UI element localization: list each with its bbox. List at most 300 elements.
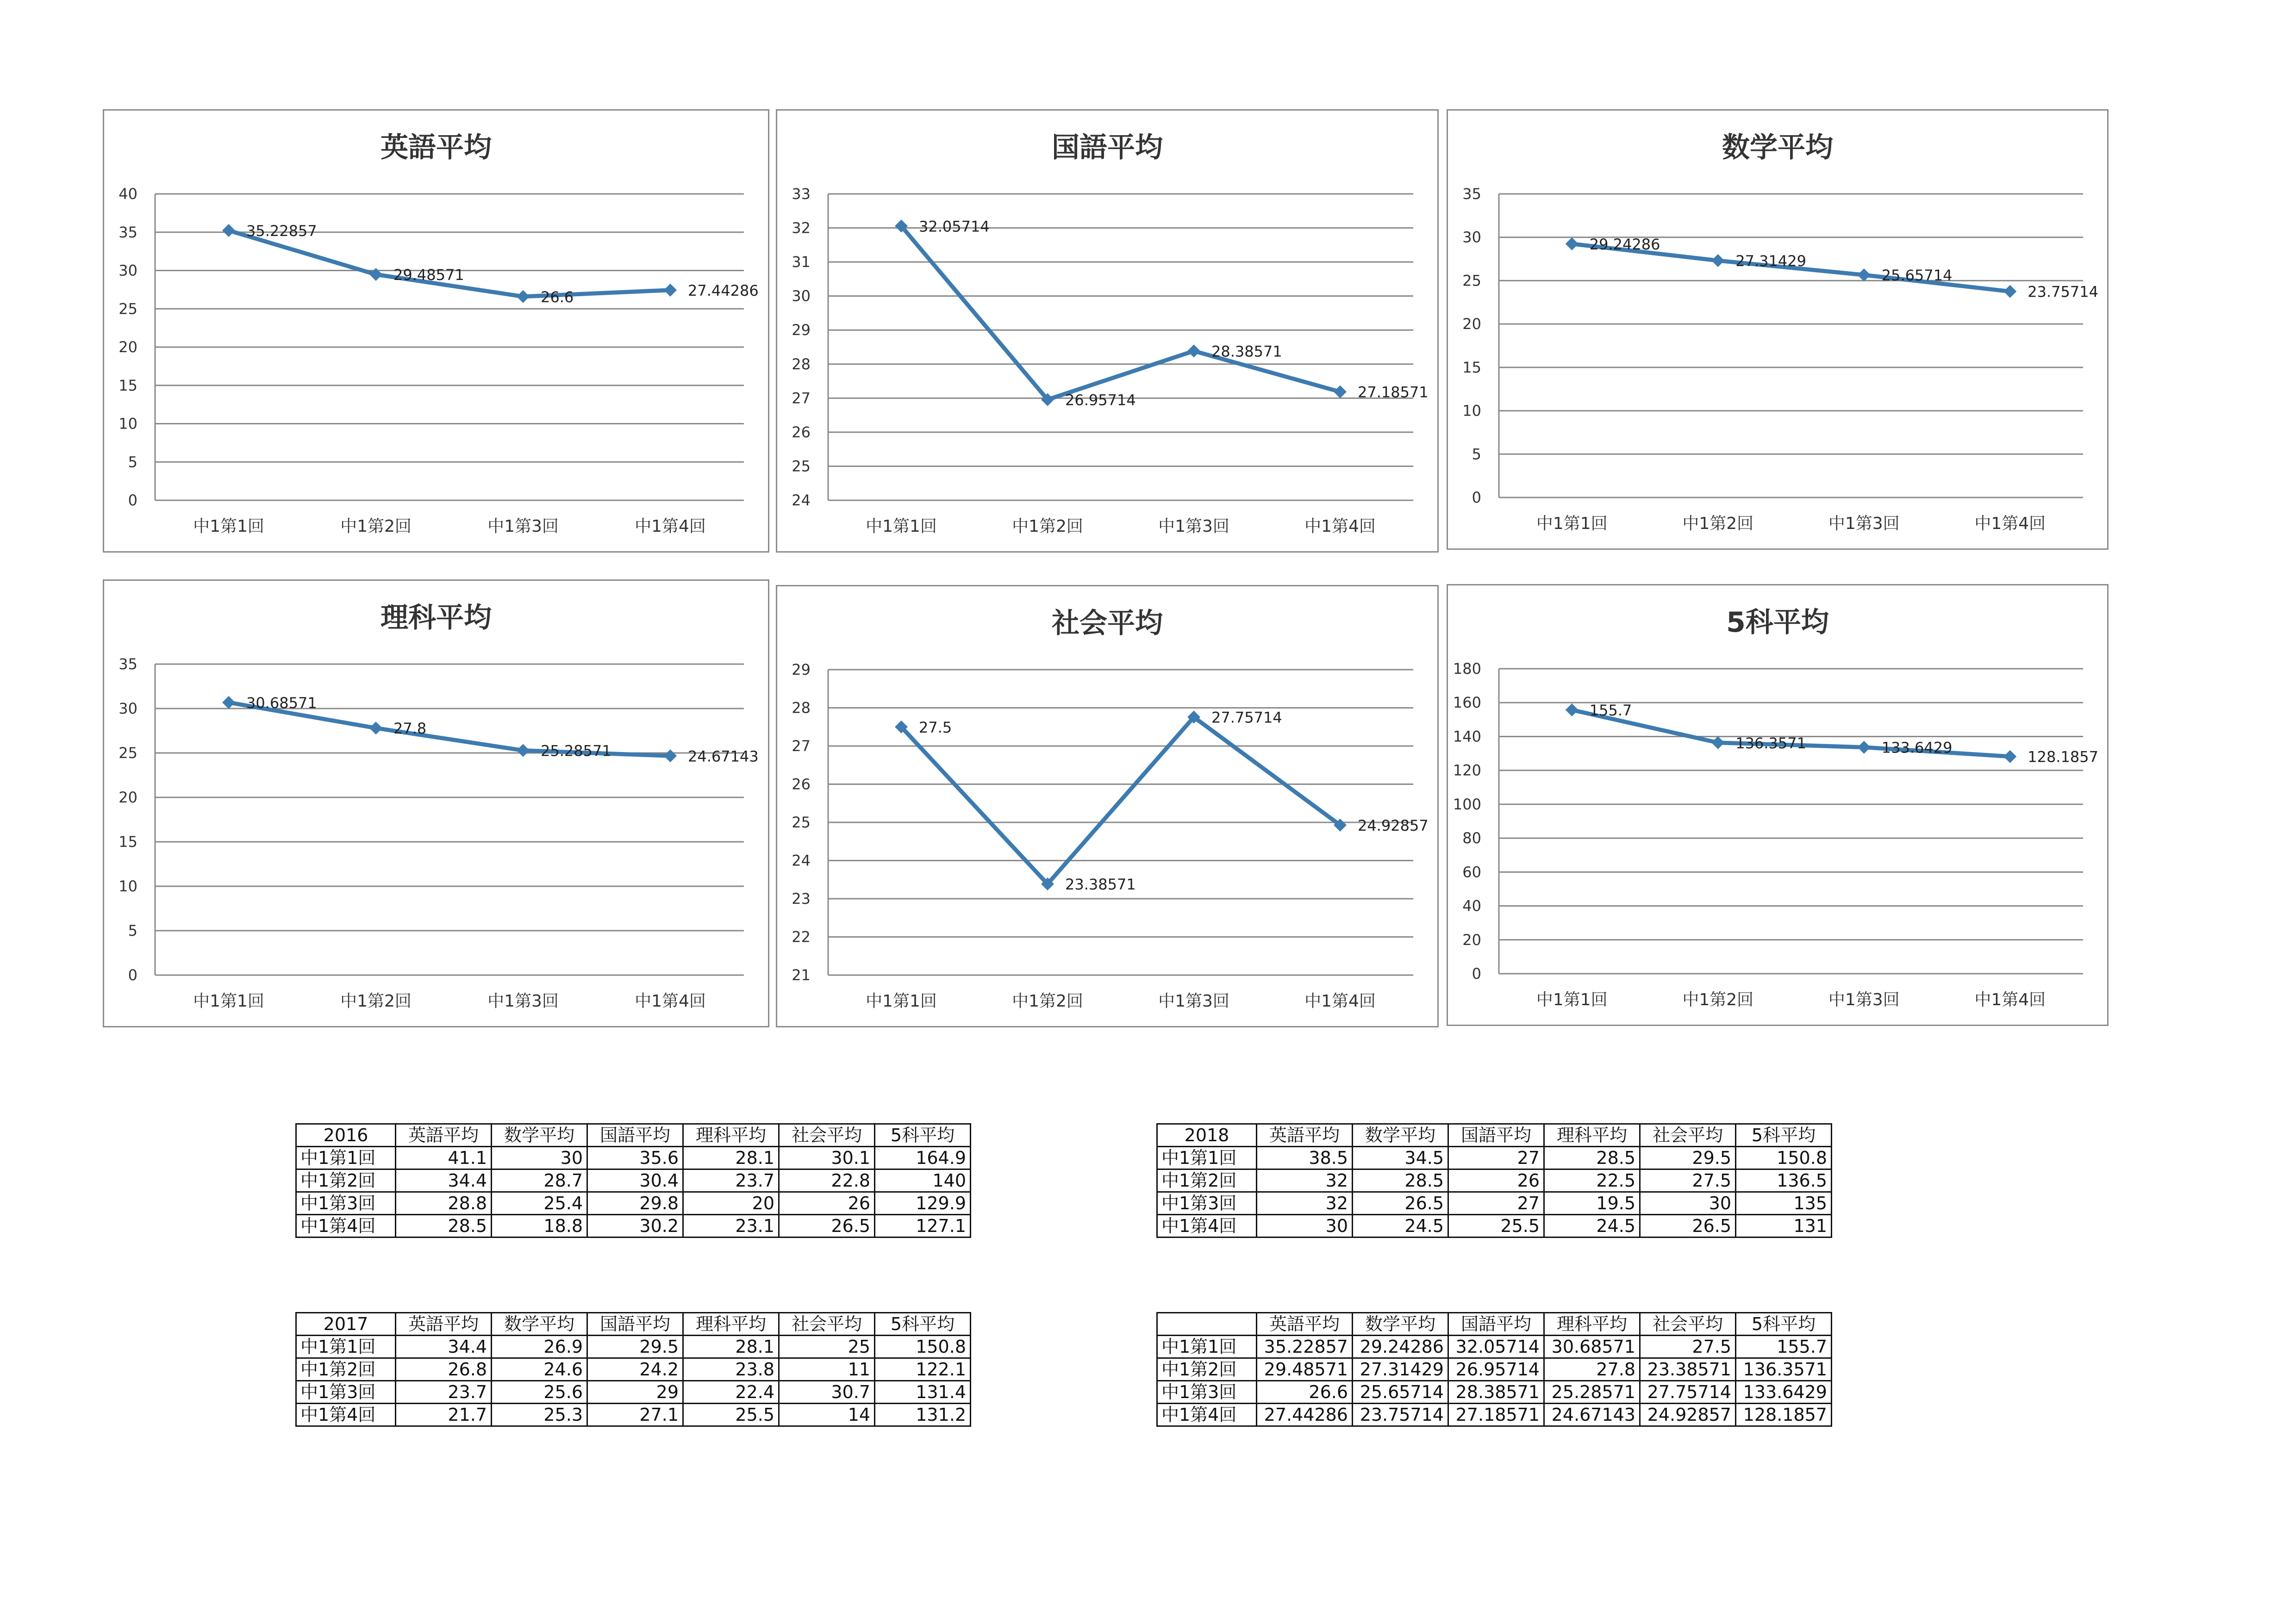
y-tick-label: 24: [792, 491, 811, 509]
table-cell: 27.75714: [1640, 1381, 1736, 1404]
table-cell: 24.5: [1544, 1215, 1640, 1237]
x-tick-label: 中1第2回: [1682, 514, 1754, 533]
x-tick-label: 中1第4回: [1304, 517, 1376, 536]
data-point: [517, 290, 530, 303]
data-label: 24.92857: [1358, 816, 1429, 834]
data-label: 27.18571: [1358, 383, 1429, 401]
table-corner-cell: 2017: [296, 1313, 396, 1336]
y-tick-label: 21: [792, 966, 811, 984]
row-header: 中1第1回: [1157, 1336, 1257, 1358]
x-tick-label: 中1第3回: [1158, 517, 1229, 536]
table-row: [296, 1192, 971, 1215]
data-label: 26.95714: [1065, 391, 1136, 409]
table-cell: 20: [683, 1192, 779, 1215]
table-cell: 28.7: [492, 1169, 587, 1192]
x-tick-label: 中1第2回: [1012, 992, 1083, 1011]
table-cell: 30.7: [779, 1381, 875, 1404]
table-header-row: [1157, 1313, 1832, 1336]
data-point: [664, 749, 677, 762]
table-cell: 21.7: [396, 1404, 492, 1426]
table-cell: 28.5: [396, 1215, 492, 1237]
line-chart-svg: [104, 581, 768, 1026]
column-header: 理科平均: [683, 1124, 779, 1147]
row-header: 中1第3回: [1157, 1192, 1257, 1215]
table-cell: 24.92857: [1640, 1404, 1736, 1426]
data-label: 128.1857: [2028, 748, 2098, 766]
table-row: [296, 1215, 971, 1237]
chart-math-average: [1447, 109, 2109, 550]
chart-five-subject-average: [1447, 584, 2109, 1026]
column-header: 数学平均: [492, 1313, 587, 1336]
row-header: 中1第2回: [1157, 1169, 1257, 1192]
table-cell: 29.8: [587, 1192, 683, 1215]
table-cell: 26.5: [1640, 1215, 1736, 1237]
data-label: 27.5: [919, 718, 952, 736]
data-label: 32.05714: [919, 218, 990, 236]
y-tick-label: 33: [792, 185, 811, 203]
x-tick-label: 中1第3回: [1828, 514, 1900, 533]
table-cell: 25.5: [683, 1404, 779, 1426]
data-label: 23.75714: [2028, 283, 2098, 301]
data-point: [222, 696, 235, 709]
table-cell: 136.5: [1736, 1169, 1832, 1192]
y-tick-label: 0: [128, 966, 137, 984]
data-label: 30.68571: [246, 694, 317, 712]
table-cell: 140: [875, 1169, 971, 1192]
data-point: [664, 284, 677, 297]
table-cell: 133.6429: [1736, 1381, 1832, 1404]
column-header: 理科平均: [1544, 1313, 1640, 1336]
table-row: [296, 1169, 971, 1192]
column-header: 5科平均: [875, 1124, 971, 1147]
y-tick-label: 25: [792, 814, 811, 831]
score-table-2018: [1156, 1123, 1832, 1238]
line-chart-svg: [104, 111, 768, 551]
y-tick-label: 25: [792, 457, 811, 475]
table-cell: 24.5: [1353, 1215, 1448, 1237]
table-row: [1157, 1358, 1832, 1381]
y-tick-label: 35: [119, 223, 137, 241]
y-tick-label: 22: [792, 928, 811, 946]
series-line: [229, 230, 670, 297]
data-point: [2003, 750, 2016, 763]
chart-social-average: [776, 585, 1439, 1027]
table-cell: 29.48571: [1257, 1358, 1353, 1381]
column-header: 国語平均: [587, 1313, 683, 1336]
y-tick-label: 10: [119, 415, 137, 433]
y-tick-label: 15: [119, 376, 137, 394]
table-row: [296, 1404, 971, 1426]
column-header: 英語平均: [1257, 1313, 1353, 1336]
score-table-2016: [295, 1123, 971, 1238]
y-tick-label: 0: [1472, 489, 1481, 506]
table-cell: 25.4: [492, 1192, 587, 1215]
y-tick-label: 31: [792, 253, 811, 271]
table-corner-cell: [1157, 1313, 1257, 1336]
data-point: [1566, 237, 1578, 250]
y-tick-label: 35: [1462, 185, 1481, 203]
data-point: [369, 721, 382, 734]
x-tick-label: 中1第2回: [1012, 517, 1083, 536]
y-tick-label: 40: [1462, 897, 1481, 915]
table-cell: 27: [1448, 1147, 1544, 1169]
table-cell: 25.3: [492, 1404, 587, 1426]
line-chart-svg: [777, 586, 1437, 1026]
y-tick-label: 25: [1462, 272, 1481, 290]
table-cell: 28.1: [683, 1147, 779, 1169]
chart-title: 理科平均: [381, 602, 492, 634]
column-header: 英語平均: [396, 1124, 492, 1147]
x-tick-label: 中1第4回: [1304, 992, 1376, 1011]
table-cell: 26.6: [1257, 1381, 1353, 1404]
table-cell: 29.5: [587, 1336, 683, 1358]
table-cell: 127.1: [875, 1215, 971, 1237]
y-tick-label: 28: [792, 355, 811, 373]
x-tick-label: 中1第3回: [1828, 990, 1900, 1009]
table-cell: 27.5: [1640, 1169, 1736, 1192]
table-cell: 23.7: [396, 1381, 492, 1404]
data-label: 27.31429: [1735, 252, 1806, 270]
column-header: 社会平均: [779, 1313, 875, 1336]
table-cell: 26: [779, 1192, 875, 1215]
x-tick-label: 中1第1回: [1536, 514, 1608, 533]
chart-title: 数学平均: [1722, 131, 1833, 164]
data-point: [1187, 344, 1200, 357]
table-cell: 122.1: [875, 1358, 971, 1381]
y-tick-label: 29: [792, 661, 811, 678]
table-cell: 129.9: [875, 1192, 971, 1215]
table-cell: 135: [1736, 1192, 1832, 1215]
table-cell: 30: [1640, 1192, 1736, 1215]
data-point: [2003, 285, 2016, 298]
y-tick-label: 29: [792, 321, 811, 339]
data-label: 35.22857: [246, 222, 317, 240]
data-label: 25.28571: [541, 742, 611, 760]
x-tick-label: 中1第2回: [340, 992, 412, 1011]
data-label: 26.6: [541, 288, 574, 306]
y-tick-label: 180: [1453, 660, 1481, 678]
row-header: 中1第2回: [296, 1169, 396, 1192]
y-tick-label: 0: [128, 491, 137, 509]
data-label: 27.44286: [688, 281, 759, 299]
table-cell: 24.2: [587, 1358, 683, 1381]
table-cell: 34.5: [1353, 1147, 1448, 1169]
x-tick-label: 中1第3回: [487, 517, 559, 536]
x-tick-label: 中1第3回: [1158, 992, 1229, 1011]
x-tick-label: 中1第1回: [193, 992, 264, 1011]
y-tick-label: 30: [792, 287, 811, 305]
y-tick-label: 60: [1462, 863, 1481, 881]
table-row: [296, 1381, 971, 1404]
data-point: [1711, 736, 1724, 749]
table-cell: 23.75714: [1353, 1404, 1448, 1426]
table-cell: 28.5: [1544, 1147, 1640, 1169]
x-tick-label: 中1第1回: [866, 992, 937, 1011]
table-cell: 22.5: [1544, 1169, 1640, 1192]
column-header: 5科平均: [1736, 1124, 1832, 1147]
y-tick-label: 30: [119, 261, 137, 280]
data-label: 133.6429: [1881, 739, 1953, 757]
table-cell: 30.68571: [1544, 1336, 1640, 1358]
table-cell: 30: [1257, 1215, 1353, 1237]
x-tick-label: 中1第4回: [1974, 514, 2046, 533]
table-cell: 30.1: [779, 1147, 875, 1169]
table-cell: 26.95714: [1448, 1358, 1544, 1381]
table-header-row: [296, 1124, 971, 1147]
table-cell: 41.1: [396, 1147, 492, 1169]
table-cell: 27.5: [1640, 1336, 1736, 1358]
table-cell: 28.5: [1353, 1169, 1448, 1192]
y-tick-label: 24: [792, 852, 811, 870]
y-tick-label: 5: [128, 453, 137, 471]
table-cell: 27.18571: [1448, 1404, 1544, 1426]
table-cell: 25: [779, 1336, 875, 1358]
table-cell: 25.28571: [1544, 1381, 1640, 1404]
table-cell: 23.8: [683, 1358, 779, 1381]
y-tick-label: 27: [792, 737, 811, 755]
y-tick-label: 15: [1462, 358, 1481, 376]
table-row: [1157, 1215, 1832, 1237]
table-cell: 27.31429: [1353, 1358, 1448, 1381]
y-tick-label: 5: [1472, 445, 1481, 463]
y-tick-label: 25: [119, 744, 137, 762]
y-tick-label: 27: [792, 389, 811, 407]
data-label: 24.67143: [688, 747, 759, 765]
x-tick-label: 中1第1回: [866, 517, 937, 536]
line-chart-svg: [1448, 585, 2107, 1025]
table-cell: 23.1: [683, 1215, 779, 1237]
chart-title: 5科平均: [1726, 606, 1829, 639]
table-cell: 14: [779, 1404, 875, 1426]
table-corner-cell: 2016: [296, 1124, 396, 1147]
column-header: 国語平均: [1448, 1313, 1544, 1336]
table-cell: 150.8: [1736, 1147, 1832, 1169]
data-label: 155.7: [1589, 701, 1632, 719]
column-header: 英語平均: [396, 1313, 492, 1336]
column-header: 社会平均: [779, 1124, 875, 1147]
x-tick-label: 中1第2回: [340, 517, 412, 536]
row-header: 中1第2回: [1157, 1358, 1257, 1381]
x-tick-label: 中1第4回: [635, 992, 706, 1011]
y-tick-label: 10: [1462, 402, 1481, 420]
table-cell: 34.4: [396, 1169, 492, 1192]
data-point: [517, 744, 530, 757]
x-tick-label: 中1第3回: [487, 992, 559, 1011]
chart-title: 社会平均: [1052, 607, 1163, 640]
row-header: 中1第4回: [296, 1215, 396, 1237]
y-tick-label: 80: [1462, 829, 1481, 847]
y-tick-label: 10: [119, 877, 137, 895]
row-header: 中1第1回: [296, 1336, 396, 1358]
row-header: 中1第4回: [296, 1404, 396, 1426]
table-cell: 32: [1257, 1169, 1353, 1192]
y-tick-label: 140: [1453, 728, 1481, 746]
table-row: [1157, 1169, 1832, 1192]
data-point: [1334, 386, 1347, 398]
table-cell: 29.24286: [1353, 1336, 1448, 1358]
row-header: 中1第4回: [1157, 1215, 1257, 1237]
table-cell: 131: [1736, 1215, 1832, 1237]
table-cell: 24.6: [492, 1358, 587, 1381]
table-cell: 30.2: [587, 1215, 683, 1237]
table-cell: 136.3571: [1736, 1358, 1832, 1381]
table-cell: 35.6: [587, 1147, 683, 1169]
row-header: 中1第1回: [296, 1147, 396, 1169]
data-point: [1858, 268, 1871, 281]
x-tick-label: 中1第4回: [1974, 990, 2046, 1009]
column-header: 5科平均: [875, 1313, 971, 1336]
data-label: 25.65714: [1881, 267, 1953, 285]
chart-english-average: [103, 109, 769, 553]
table-row: [296, 1336, 971, 1358]
data-point: [1566, 703, 1578, 716]
y-tick-label: 100: [1453, 795, 1481, 813]
column-header: 数学平均: [1353, 1313, 1448, 1336]
y-tick-label: 26: [792, 775, 811, 793]
column-header: 数学平均: [1353, 1124, 1448, 1147]
table-cell: 26.8: [396, 1358, 492, 1381]
y-tick-label: 15: [119, 833, 137, 851]
table-cell: 32.05714: [1448, 1336, 1544, 1358]
table-cell: 23.38571: [1640, 1358, 1736, 1381]
y-tick-label: 20: [119, 789, 137, 806]
y-tick-label: 20: [119, 338, 137, 356]
column-header: 社会平均: [1640, 1313, 1736, 1336]
table-cell: 164.9: [875, 1147, 971, 1169]
table-cell: 150.8: [875, 1336, 971, 1358]
y-tick-label: 35: [119, 655, 137, 673]
table-row: [1157, 1147, 1832, 1169]
column-header: 国語平均: [587, 1124, 683, 1147]
table-cell: 30.4: [587, 1169, 683, 1192]
y-tick-label: 30: [119, 700, 137, 717]
y-tick-label: 5: [128, 922, 137, 939]
chart-japanese-average: [776, 109, 1439, 553]
y-tick-label: 23: [792, 890, 811, 908]
row-header: 中1第3回: [296, 1381, 396, 1404]
table-cell: 131.2: [875, 1404, 971, 1426]
table-row: [1157, 1336, 1832, 1358]
column-header: 数学平均: [492, 1124, 587, 1147]
y-tick-label: 20: [1462, 931, 1481, 949]
table-row: [1157, 1381, 1832, 1404]
table-cell: 131.4: [875, 1381, 971, 1404]
table-cell: 25.65714: [1353, 1381, 1448, 1404]
table-cell: 26: [1448, 1169, 1544, 1192]
data-label: 29.24286: [1589, 235, 1660, 253]
table-cell: 22.8: [779, 1169, 875, 1192]
row-header: 中1第3回: [296, 1192, 396, 1215]
series-line: [901, 717, 1340, 884]
table-cell: 38.5: [1257, 1147, 1353, 1169]
table-cell: 22.4: [683, 1381, 779, 1404]
x-tick-label: 中1第1回: [193, 517, 264, 536]
table-header-row: [1157, 1124, 1832, 1147]
data-label: 28.38571: [1211, 342, 1282, 361]
table-row: [1157, 1192, 1832, 1215]
data-label: 23.38571: [1065, 876, 1136, 894]
data-point: [222, 224, 235, 237]
column-header: 理科平均: [1544, 1124, 1640, 1147]
data-label: 136.3571: [1735, 734, 1806, 752]
table-cell: 28.8: [396, 1192, 492, 1215]
column-header: 5科平均: [1736, 1313, 1832, 1336]
table-cell: 25.5: [1448, 1215, 1544, 1237]
data-label: 27.75714: [1211, 709, 1282, 727]
data-point: [1711, 254, 1724, 267]
table-cell: 18.8: [492, 1215, 587, 1237]
y-tick-label: 25: [119, 300, 137, 318]
table-cell: 19.5: [1544, 1192, 1640, 1215]
x-tick-label: 中1第4回: [635, 517, 706, 536]
y-tick-label: 30: [1462, 228, 1481, 246]
data-point: [1858, 741, 1871, 754]
column-header: 理科平均: [683, 1313, 779, 1336]
series-line: [901, 226, 1340, 399]
score-table-average: [1156, 1312, 1832, 1427]
y-tick-label: 120: [1453, 761, 1481, 779]
y-tick-label: 20: [1462, 315, 1481, 333]
table-header-row: [296, 1313, 971, 1336]
table-cell: 23.7: [683, 1169, 779, 1192]
table-cell: 29: [587, 1381, 683, 1404]
table-cell: 128.1857: [1736, 1404, 1832, 1426]
table-cell: 26.9: [492, 1336, 587, 1358]
line-chart-svg: [777, 111, 1437, 551]
row-header: 中1第1回: [1157, 1147, 1257, 1169]
table-cell: 26.5: [779, 1215, 875, 1237]
y-tick-label: 40: [119, 185, 137, 203]
data-label: 27.8: [393, 720, 427, 738]
column-header: 英語平均: [1257, 1124, 1353, 1147]
table-cell: 11: [779, 1358, 875, 1381]
table-cell: 28.1: [683, 1336, 779, 1358]
table-corner-cell: 2018: [1157, 1124, 1257, 1147]
line-chart-svg: [1448, 111, 2107, 548]
row-header: 中1第2回: [296, 1358, 396, 1381]
table-cell: 28.38571: [1448, 1381, 1544, 1404]
table-cell: 26.5: [1353, 1192, 1448, 1215]
table-cell: 30: [492, 1147, 587, 1169]
y-tick-label: 160: [1453, 694, 1481, 712]
x-tick-label: 中1第2回: [1682, 990, 1754, 1009]
row-header: 中1第3回: [1157, 1381, 1257, 1404]
data-label: 29.48571: [393, 266, 464, 284]
chart-title: 国語平均: [1052, 131, 1163, 164]
table-cell: 155.7: [1736, 1336, 1832, 1358]
table-cell: 27.44286: [1257, 1404, 1353, 1426]
table-cell: 27.8: [1544, 1358, 1640, 1381]
table-cell: 32: [1257, 1192, 1353, 1215]
row-header: 中1第4回: [1157, 1404, 1257, 1426]
x-tick-label: 中1第1回: [1536, 990, 1608, 1009]
score-table-2017: [295, 1312, 971, 1427]
table-cell: 27.1: [587, 1404, 683, 1426]
y-tick-label: 28: [792, 699, 811, 717]
y-tick-label: 26: [792, 423, 811, 441]
table-row: [1157, 1404, 1832, 1426]
table-row: [296, 1358, 971, 1381]
y-tick-label: 0: [1472, 965, 1481, 983]
chart-science-average: [103, 579, 769, 1027]
column-header: 国語平均: [1448, 1124, 1544, 1147]
table-cell: 24.67143: [1544, 1404, 1640, 1426]
table-cell: 27: [1448, 1192, 1544, 1215]
table-row: [296, 1147, 971, 1169]
table-cell: 35.22857: [1257, 1336, 1353, 1358]
table-cell: 34.4: [396, 1336, 492, 1358]
table-cell: 25.6: [492, 1381, 587, 1404]
